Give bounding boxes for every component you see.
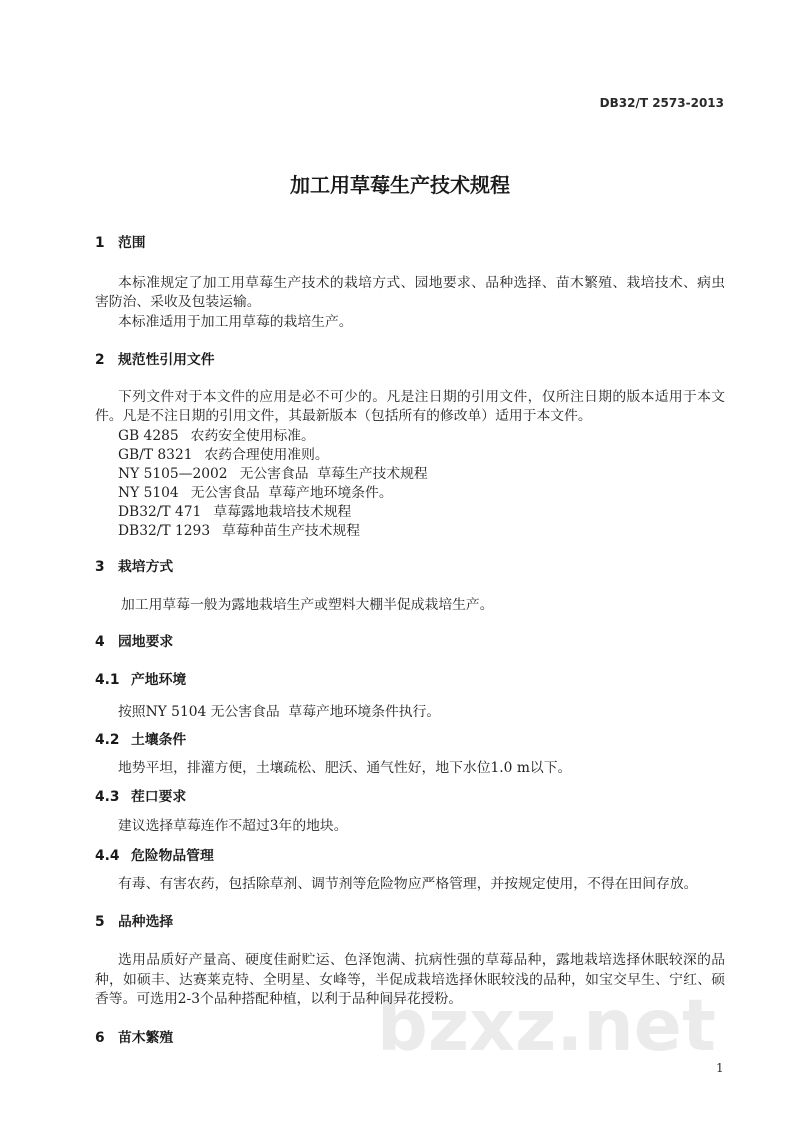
section-6-heading: 苗木繁殖 [118,1030,174,1046]
reference-code: GB 4285 [118,428,179,444]
subsection-number: 4.4 [95,848,120,864]
watermark: bzxz.net [377,984,716,1067]
paragraph-line: 本标准适用于加工用草莓的栽培生产。 [118,314,353,330]
subsection-number: 4.3 [95,789,120,805]
reference-code: GB/T 8321 [118,447,193,463]
reference-item [118,484,393,502]
reference-item [118,427,315,445]
subsection-text: 地势平坦，排灌方便，土壤疏松、肥沃、通气性好，地下水位1.0 m以下。 [118,760,572,776]
document-title: 加工用草莓生产技术规程 [290,173,510,197]
reference-item [118,522,360,540]
paragraph-line: 香等。可选用2-3个品种搭配种植，以利于品种间异花授粉。 [95,991,463,1007]
section-3-number: 3 [95,559,105,575]
reference-item [118,503,351,521]
paragraph-line: 选用品质好产量高、硬度佳耐贮运、色泽饱满、抗病性强的草莓品种，露地栽培选择休眠较深的品 [118,952,725,968]
paragraph-line: 害防治、采收及包装运输。 [95,294,261,310]
section-6-number: 6 [95,1030,105,1046]
reference-title: 无公害食品 草莓产地环境条件。 [190,485,393,501]
paragraph-line: 本标准规定了加工用草莓生产技术的栽培方式、园地要求、品种选择、苗木繁殖、栽培技术、病虫 [118,275,725,291]
paragraph-line: 加工用草莓一般为露地栽培生产或塑料大棚半促成栽培生产。 [121,597,494,613]
reference-title: 草莓露地栽培技术规程 [213,504,352,520]
section-5-number: 5 [95,914,105,930]
subsection-heading: 危险物品管理 [131,848,214,864]
section-5-heading: 品种选择 [118,914,174,930]
reference-code: NY 5105—2002 [118,466,228,482]
paragraph-line: 下列文件对于本文件的应用是必不可少的。凡是注日期的引用文件，仅所注日期的版本适用于本文 [118,389,725,405]
page-number: 1 [716,1061,724,1075]
reference-code: DB32/T 471 [118,504,202,520]
section-3-heading: 栽培方式 [118,559,174,575]
subsection-text: 建议选择草莓连作不超过3年的地块。 [118,818,348,834]
reference-code: DB32/T 1293 [118,523,211,539]
reference-title: 无公害食品 草莓生产技术规程 [239,466,428,482]
section-2-heading: 规范性引用文件 [118,352,215,368]
paragraph-line: 种，如硕丰、达赛莱克特、全明星、女峰等，半促成栽培选择休眠较浅的品种，如宝交早生、宁红、硕 [95,972,725,988]
subsection-heading: 茬口要求 [131,789,187,805]
subsection-text: 有毒、有害农药，包括除草剂、调节剂等危险物应严格管理，并按规定使用，不得在田间存放。 [118,876,698,892]
reference-title: 农药安全使用标准。 [190,428,315,444]
reference-title: 草莓种苗生产技术规程 [222,523,361,539]
section-4-number: 4 [95,634,105,650]
subsection-heading: 产地环境 [131,672,187,688]
subsection-heading: 土壤条件 [131,732,187,748]
paragraph-line: 件。凡是不注日期的引用文件，其最新版本（包括所有的修改单）适用于本文件。 [95,408,592,424]
section-1-number: 1 [95,235,105,251]
reference-item [118,465,428,483]
reference-item [118,446,329,464]
subsection-number: 4.2 [95,732,120,748]
subsection-text: 按照NY 5104 无公害食品 草莓产地环境条件执行。 [118,704,441,720]
section-4-heading: 园地要求 [118,634,174,650]
section-1-heading: 范围 [118,235,146,251]
subsection-number: 4.1 [95,672,120,688]
reference-title: 农药合理使用准则。 [204,447,329,463]
standard-number: DB32/T 2573-2013 [599,96,724,110]
section-2-number: 2 [95,352,105,368]
reference-code: NY 5104 [118,485,179,501]
